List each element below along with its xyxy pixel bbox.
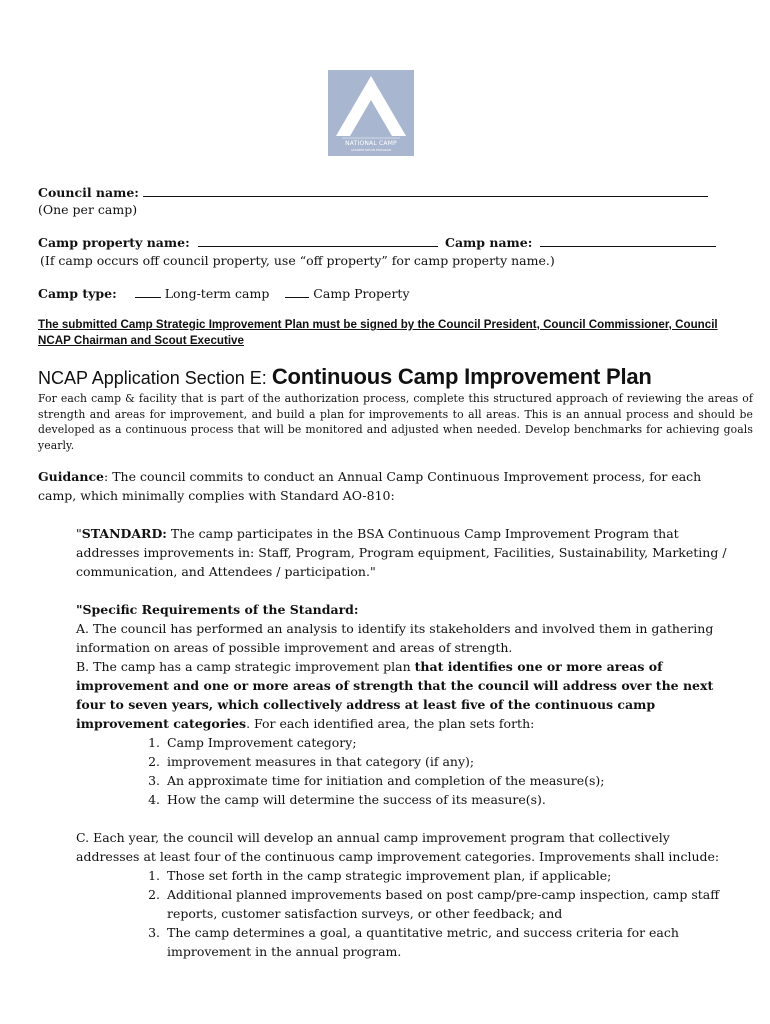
intro-paragraph: For each camp & facility that is part of the authorization process, complete this structured approach of reviewing the areas of strength and areas for improvement, and build a plan for improvements to all areas. This is an annual process and should be developed as a continuous process that will be monitored and adjusted when needed. Develop benchmarks for achieving goals yearly. — [38, 392, 753, 452]
long-term-camp-label: Long-term camp — [164, 286, 270, 301]
camp-property-note: (If camp occurs off council property, use “off property” for camp property name.) — [40, 253, 555, 268]
requirement-c: C. Each year, the council will develop an annual camp improvement program that collectively addresses at least four of the continuous camp improvement categories. Improvements shall include: — [76, 830, 720, 864]
requirement-b-end: . For each identified area, the plan sets forth: — [246, 716, 535, 731]
section-heading-main: Continuous Camp Improvement Plan — [271, 364, 652, 389]
list-item: 2. improvement measures in that category (if any); — [148, 754, 475, 769]
camp-property-row — [38, 235, 438, 251]
requirement-c-list — [76, 866, 736, 961]
guidance-paragraph — [38, 467, 738, 505]
list-item: 2. Additional planned improvements based on post camp/pre-camp inspection, camp staff reports, customer satisfaction surveys, or other feedback; and — [148, 887, 720, 921]
standard-open-quote: " — [76, 526, 82, 541]
camp-property-checkbox[interactable] — [285, 286, 309, 298]
council-name-note: (One per camp) — [38, 202, 138, 217]
requirement-b-bold: that identifies one or more areas of improvement and one or more areas of strength that the council will address over the next four to seven years, which collectively address at least five of the continuous camp improvement categories — [76, 659, 714, 731]
standard-text: The camp participates in the BSA Continuous Camp Improvement Program that addresses improvements in: Staff, Program, Program equipment, Facilities, Sustainability, Marketing / communication, and Attendees / participation." — [76, 526, 727, 579]
camp-name-label: Camp name: — [445, 235, 533, 250]
logo-name: NATIONAL CAMP — [345, 140, 397, 147]
national-camp-logo — [328, 70, 414, 156]
council-name-label: Council name: — [38, 185, 139, 200]
requirement-b-list — [76, 733, 736, 809]
requirements-heading: "Specific Requirements of the Standard: — [76, 602, 359, 617]
council-name-field[interactable] — [143, 185, 708, 197]
list-item: 3. The camp determines a goal, a quantitative metric, and success criteria for each improvement in the annual program. — [148, 925, 679, 959]
list-item: 1. Camp Improvement category; — [148, 735, 357, 750]
camp-type-label: Camp type: — [38, 286, 117, 301]
camp-name-field[interactable] — [540, 235, 716, 247]
requirement-b-start: B. The camp has a camp strategic improvement plan — [76, 659, 415, 674]
requirement-b — [76, 657, 736, 733]
logo-subtitle: ACCREDITATION PROGRAM — [350, 148, 392, 152]
standard-label: STANDARD: — [81, 526, 167, 541]
list-item: 1. Those set forth in the camp strategic improvement plan, if applicable; — [148, 868, 612, 883]
council-name-row — [38, 185, 708, 201]
guidance-text: : The council commits to conduct an Annual Camp Continuous Improvement process, for each camp, which minimally complies with Standard AO-810: — [38, 469, 702, 503]
requirement-a: A. The council has performed an analysis to identify its stakeholders and involved them in gathering information on areas of possible improvement and areas of strength. — [76, 621, 714, 655]
signature-notice-line2: NCAP Chairman and Scout Executive — [38, 334, 244, 347]
list-item: 3. An approximate time for initiation and completion of the measure(s); — [148, 773, 605, 788]
section-heading — [38, 364, 652, 390]
list-item: 4. How the camp will determine the success of its measure(s). — [148, 792, 546, 807]
standard-paragraph — [76, 524, 736, 581]
camp-type-row — [38, 286, 410, 302]
camp-property-field[interactable] — [198, 235, 438, 247]
camp-name-row — [445, 235, 716, 251]
section-heading-prefix: NCAP Application Section E: — [38, 368, 272, 388]
signature-notice-line1: The submitted Camp Strategic Improvement Plan must be signed by the Council President, Council Commissioner, Council — [38, 318, 718, 331]
requirements-section — [76, 600, 736, 961]
long-term-camp-checkbox[interactable] — [135, 286, 161, 298]
guidance-label: Guidance — [38, 469, 105, 484]
camp-property-option-label: Camp Property — [313, 286, 410, 301]
camp-property-label: Camp property name: — [38, 235, 190, 250]
